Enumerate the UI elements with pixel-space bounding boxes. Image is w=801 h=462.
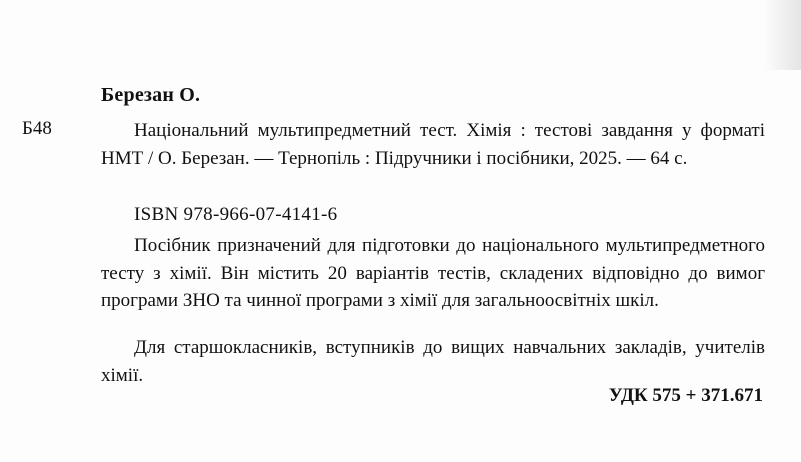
annotation-paragraph: Посібник призначений для підготовки до національного мультипредметного тесту з хімії. Він містить 20 варіантів тестів, складених відповідно до вимог програми ЗНО та чинної програми з хімії для загальноосвітніх шкіл. [101,235,765,311]
author-heading: Березан О. [101,84,201,106]
scan-shadow-edge [763,0,801,70]
bibliographic-description: Національний мультипредметний тест. Хімія : тестові завдання у форматі НМТ / О. Березан. — Тернопіль : Підручники і посібники, 2025. — 64 с. [101,120,765,169]
isbn: ISBN 978-966-07-4141-6 [134,204,338,225]
audience-paragraph: Для старшокласників, вступників до вищих навчальних закладів, учителів хімії. [101,337,765,386]
udc-classification: УДК 575 + 371.671 [608,385,763,406]
shelf-mark: Б48 [22,118,52,139]
